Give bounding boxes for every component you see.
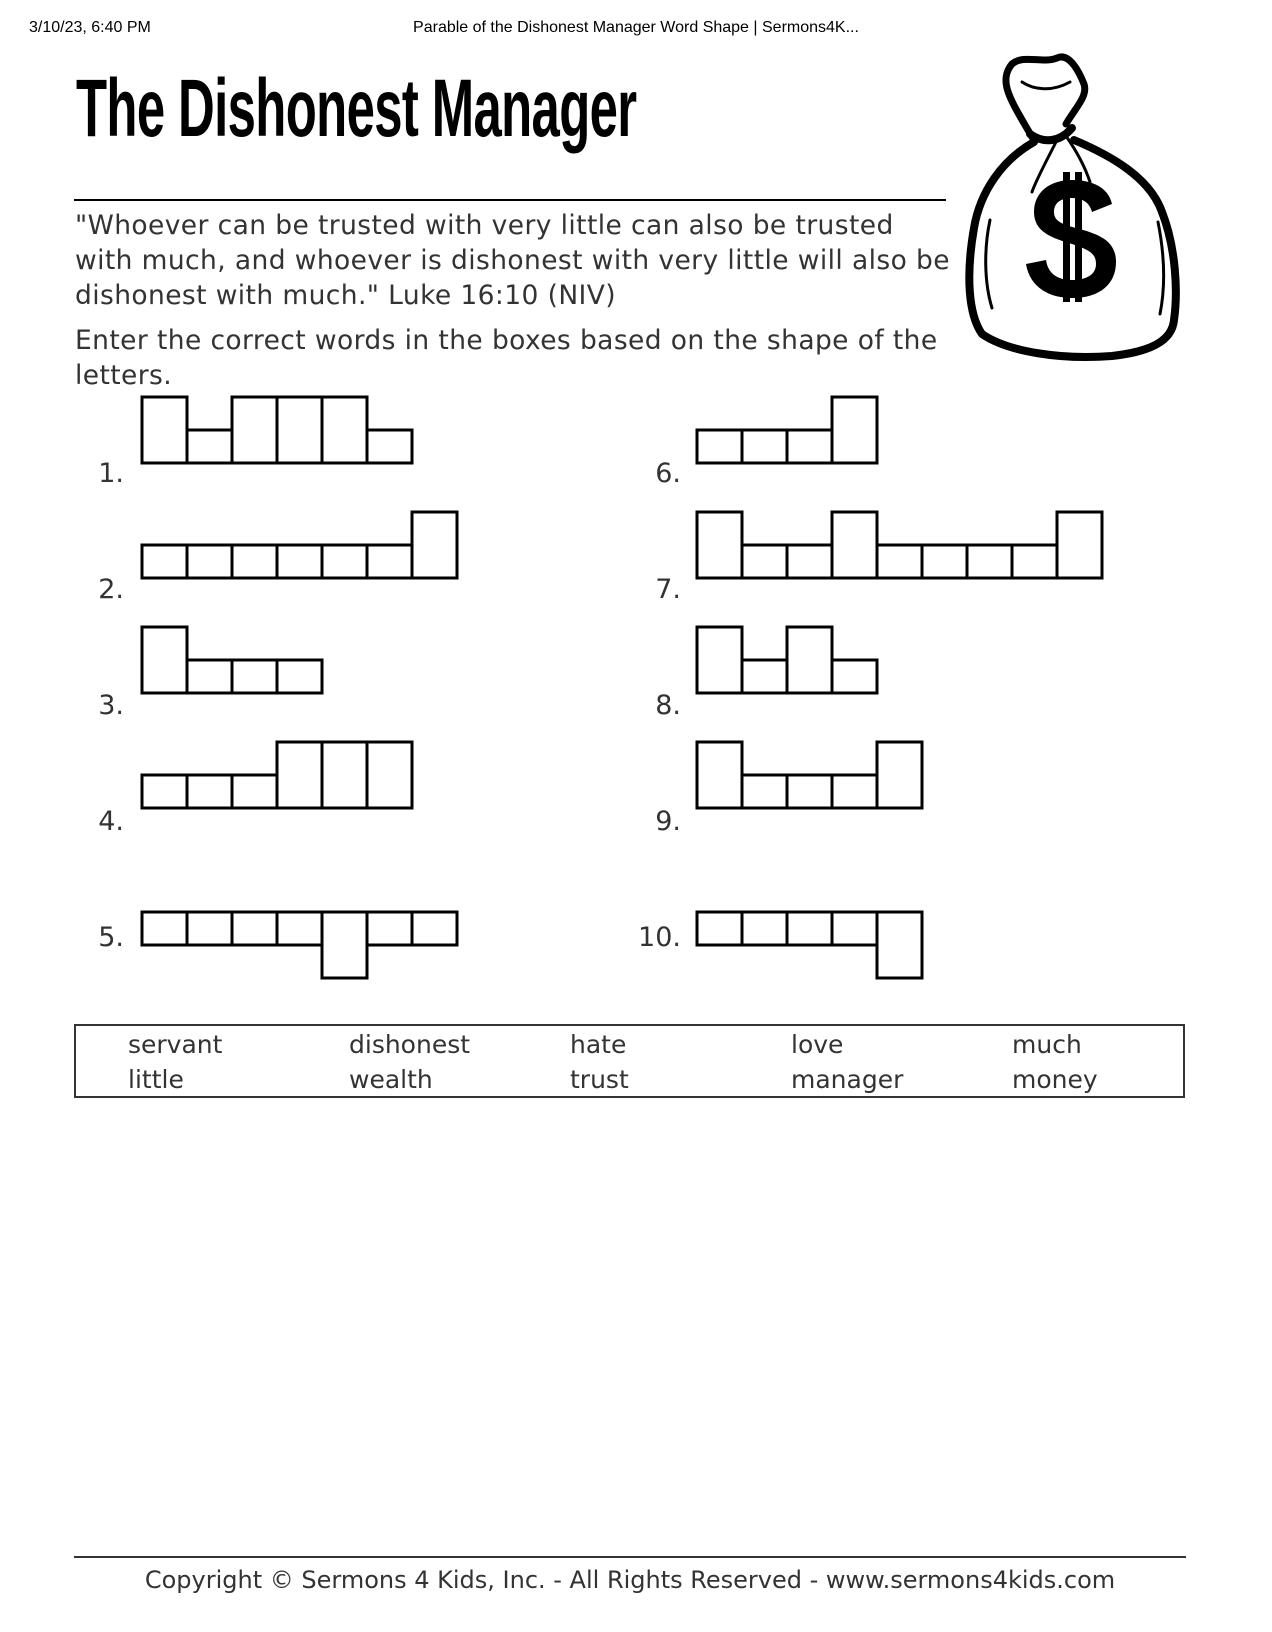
letter-box-tall[interactable] [142, 397, 187, 463]
letter-box-tall[interactable] [697, 627, 742, 693]
puzzle-number: 4. [98, 806, 124, 837]
letter-box-short[interactable] [697, 430, 742, 463]
letter-box-tall[interactable] [1057, 512, 1102, 578]
letter-box-short[interactable] [277, 545, 322, 578]
letter-box-short[interactable] [232, 775, 277, 808]
word-bank-word: dishonest [349, 1030, 471, 1059]
letter-box-short[interactable] [187, 430, 232, 463]
print-datetime: 3/10/23, 6:40 PM [29, 19, 151, 36]
puzzle-number: 9. [655, 806, 681, 837]
letter-box-tall[interactable] [787, 627, 832, 693]
letter-box-tall[interactable] [232, 397, 277, 463]
letter-box-short[interactable] [1012, 545, 1057, 578]
word-bank [74, 1024, 1185, 1098]
letter-box-short[interactable] [787, 430, 832, 463]
letter-box-short[interactable] [742, 545, 787, 578]
letter-box-short[interactable] [367, 912, 412, 945]
word-bank-word: love [791, 1030, 844, 1059]
word-bank-word: wealth [349, 1065, 433, 1094]
letter-box-short[interactable] [697, 912, 742, 945]
letter-box-short[interactable] [412, 912, 457, 945]
letter-box-short[interactable] [187, 775, 232, 808]
letter-box-short[interactable] [832, 660, 877, 693]
letter-box-short[interactable] [232, 660, 277, 693]
letter-box-tall[interactable] [277, 397, 322, 463]
letter-box-tall[interactable] [697, 512, 742, 578]
letter-box-tall[interactable] [832, 397, 877, 463]
letter-box-short[interactable] [787, 775, 832, 808]
letter-box-tall[interactable] [322, 742, 367, 808]
letter-box-short[interactable] [742, 660, 787, 693]
word-bank-word: manager [791, 1065, 904, 1094]
word-bank-word: much [1012, 1030, 1082, 1059]
instructions: Enter the correct words in the boxes based on the shape of the letters. [75, 325, 938, 391]
letter-box-tall[interactable] [412, 512, 457, 578]
print-page-title: Parable of the Dishonest Manager Word Shape | Sermons4K... [413, 19, 859, 36]
letter-box-short[interactable] [187, 545, 232, 578]
word-bank-word: trust [570, 1065, 629, 1094]
word-bank-word: servant [128, 1030, 223, 1059]
letter-box-short[interactable] [787, 912, 832, 945]
letter-box-short[interactable] [142, 775, 187, 808]
letter-box-short[interactable] [232, 912, 277, 945]
worksheet-title: The Dishonest Manager [76, 63, 637, 154]
letter-box-short[interactable] [367, 545, 412, 578]
letter-box-short[interactable] [142, 545, 187, 578]
puzzle-number: 7. [655, 574, 681, 605]
word-bank-word: little [128, 1065, 184, 1094]
letter-box-short[interactable] [832, 912, 877, 945]
puzzle-number: 6. [655, 458, 681, 489]
letter-box-short[interactable] [787, 545, 832, 578]
letter-box-tall[interactable] [697, 742, 742, 808]
letter-box-tall[interactable] [367, 742, 412, 808]
letter-box-tall[interactable] [877, 742, 922, 808]
puzzle-number: 10. [638, 922, 681, 953]
puzzle-number: 8. [655, 690, 681, 721]
letter-box-descender[interactable] [877, 912, 922, 978]
letter-box-short[interactable] [322, 545, 367, 578]
letter-box-short[interactable] [277, 912, 322, 945]
word-bank-word: money [1012, 1065, 1098, 1094]
letter-box-short[interactable] [232, 545, 277, 578]
letter-box-tall[interactable] [142, 627, 187, 693]
puzzle-number: 1. [98, 458, 124, 489]
letter-box-short[interactable] [367, 430, 412, 463]
letter-box-short[interactable] [187, 912, 232, 945]
letter-box-short[interactable] [742, 775, 787, 808]
letter-box-tall[interactable] [832, 512, 877, 578]
letter-box-short[interactable] [142, 912, 187, 945]
letter-box-short[interactable] [277, 660, 322, 693]
letter-box-short[interactable] [922, 545, 967, 578]
letter-box-descender[interactable] [322, 912, 367, 978]
letter-box-short[interactable] [967, 545, 1012, 578]
footer-divider [74, 1556, 1186, 1558]
word-bank-word: hate [570, 1030, 627, 1059]
letter-box-tall[interactable] [322, 397, 367, 463]
letter-box-short[interactable] [877, 545, 922, 578]
letter-box-short[interactable] [832, 775, 877, 808]
puzzle-number: 5. [98, 922, 124, 953]
puzzle-number: 3. [98, 690, 124, 721]
letter-box-tall[interactable] [277, 742, 322, 808]
letter-box-short[interactable] [742, 912, 787, 945]
bible-verse: "Whoever can be trusted with very little can also be trusted with much, and whoever is dishonest with very little will also be dishonest with much." Luke 16:10 (NIV) [75, 210, 950, 311]
letter-box-short[interactable] [742, 430, 787, 463]
letter-box-short[interactable] [187, 660, 232, 693]
puzzle-number: 2. [98, 574, 124, 605]
copyright-notice: Copyright © Sermons 4 Kids, Inc. - All Rights Reserved - www.sermons4kids.com [144, 1566, 1116, 1594]
